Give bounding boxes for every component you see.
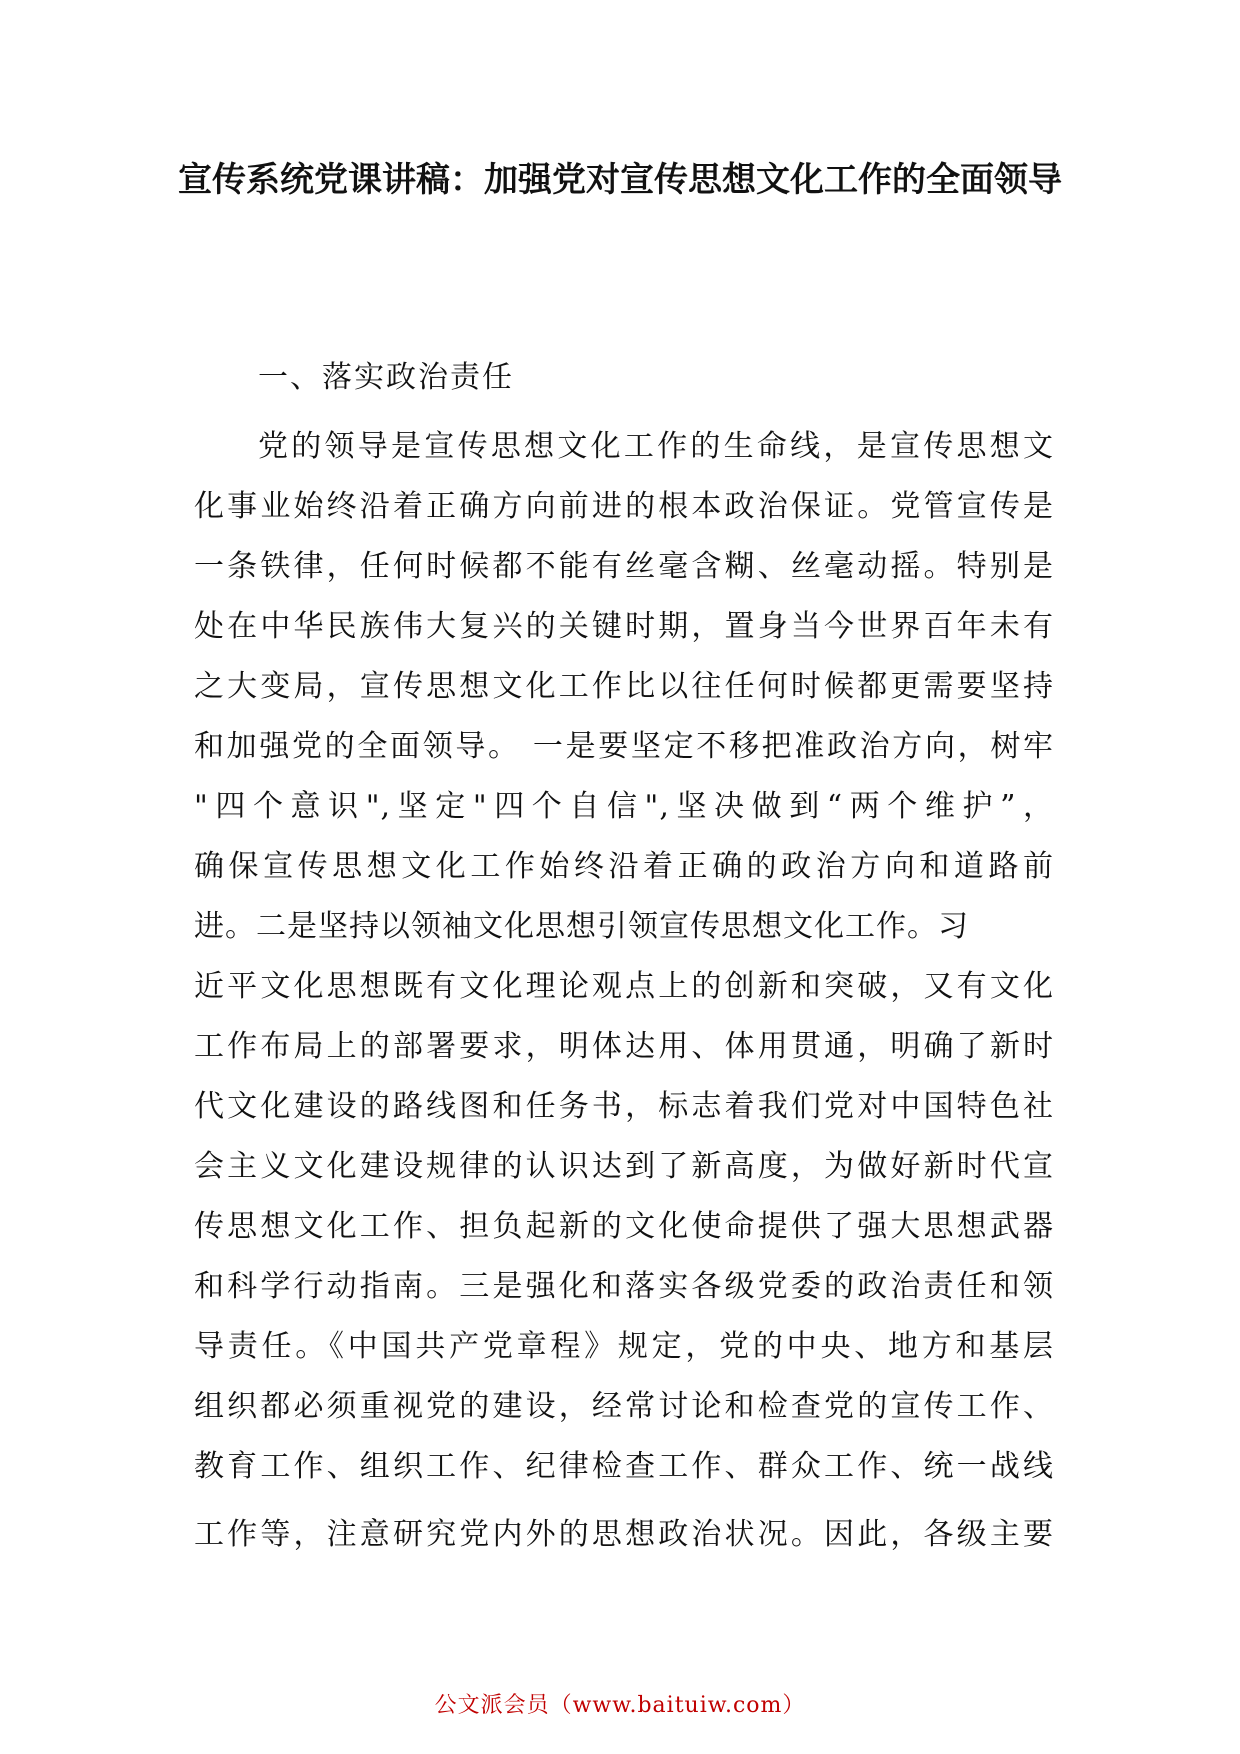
body-line: 工作布局上的部署要求，明体达用、体用贯通，明确了新时 [194, 1029, 1054, 1064]
body-line: 党的领导是宣传思想文化工作的生命线，是宣传思想文 [258, 429, 1054, 464]
body-line: 和加强党的全面领导。 一是要坚定不移把准政治方向，树牢 [194, 729, 1054, 764]
body-line: 工作等，注意研究党内外的思想政治状况。因此，各级主要 [194, 1517, 1054, 1552]
body-line: 教育工作、组织工作、纪律检查工作、群众工作、统一战线 [194, 1449, 1054, 1484]
body-line: 近平文化思想既有文化理论观点上的创新和突破，又有文化 [194, 969, 1054, 1004]
section-heading: 一、落实政治责任 [258, 360, 514, 395]
body-line: 进。二是坚持以领袖文化思想引领宣传思想文化工作。习 [194, 909, 969, 944]
body-line: 代文化建设的路线图和任务书，标志着我们党对中国特色社 [194, 1089, 1054, 1124]
body-line: 会主义文化建设规律的认识达到了新高度，为做好新时代宣 [194, 1149, 1054, 1184]
body-line: 导责任。《中国共产党章程》规定，党的中央、地方和基层 [194, 1329, 1054, 1364]
body-paragraph [194, 417, 1054, 1565]
body-line: 确保宣传思想文化工作始终沿着正确的政治方向和道路前 [194, 849, 1054, 884]
body-line: 传思想文化工作、担负起新的文化使命提供了强大思想武器 [194, 1209, 1054, 1244]
document-title: 宣传系统党课讲稿：加强党对宣传思想文化工作的全面领导 [178, 160, 1062, 200]
body-line: 化事业始终沿着正确方向前进的根本政治保证。党管宣传是 [194, 489, 1054, 524]
body-line: 和科学行动指南。三是强化和落实各级党委的政治责任和领 [194, 1269, 1054, 1304]
body-line: 处在中华民族伟大复兴的关键时期，置身当今世界百年未有 [194, 609, 1054, 644]
body-line: "四个意识",坚定"四个自信",坚决做到“两个维护”， [194, 789, 1054, 824]
body-line: 之大变局，宣传思想文化工作比以往任何时候都更需要坚持 [194, 669, 1054, 704]
footer-watermark: 公文派会员（www.baituiw.com） [434, 1693, 806, 1718]
body-line: 组织都必须重视党的建设，经常讨论和检查党的宣传工作、 [194, 1389, 1054, 1424]
body-line: 一条铁律，任何时候都不能有丝毫含糊、丝毫动摇。特别是 [194, 549, 1054, 584]
